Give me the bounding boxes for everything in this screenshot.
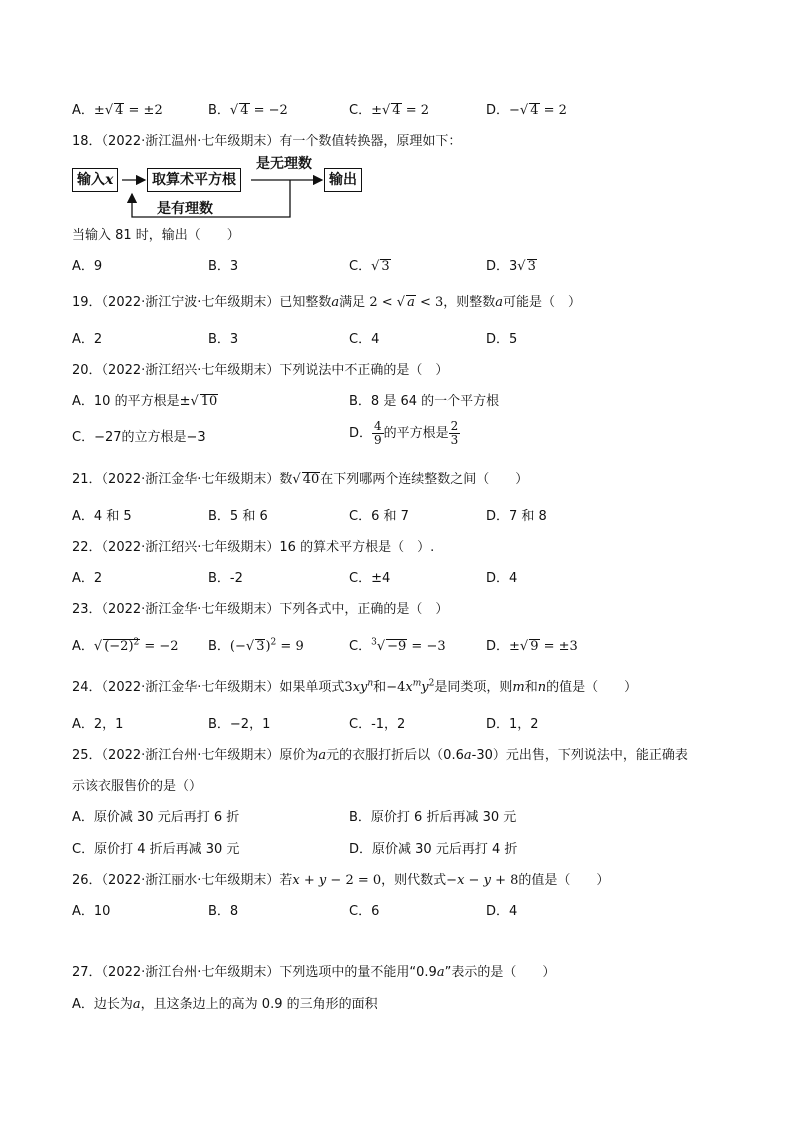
q18-option-d: D．3√ 3 <box>486 259 536 274</box>
q24-option-a: A．2，1 <box>72 717 124 732</box>
q19-option-b: B．3 <box>208 332 239 347</box>
q26-option-c: C．6 <box>349 904 380 919</box>
q26-option-a: A．10 <box>72 904 111 919</box>
q17-option-c: C．±√ 4 = 2 <box>349 103 429 118</box>
q17-option-b: B．√ 4 = −2 <box>208 103 288 118</box>
q20-option-a: A．10 的平方根是±√ 10 <box>72 394 218 409</box>
q26-option-d: D．4 <box>486 904 518 919</box>
q18-option-b: B．3 <box>208 259 239 274</box>
q25-option-d: D．原价减 30 元后再打 4 折 <box>349 842 518 857</box>
q25-option-c: C．原价打 4 折后再减 30 元 <box>72 842 240 857</box>
q18-stem: 18．（2022·浙江温州·七年级期末）有一个数值转换器，原理如下： <box>72 134 462 149</box>
q23-option-b: B．(−√ 3)$^2$ = 9 <box>208 637 304 654</box>
q18-option-a: A．9 <box>72 259 103 274</box>
q21-option-c: C．6 和 7 <box>349 509 409 524</box>
q20-option-c: C．−27的立方根是−3 <box>72 430 206 445</box>
q23-stem: 23．（2022·浙江金华·七年级期末）下列各式中，正确的是（ ） <box>72 602 449 617</box>
q27-option-a: A．边长为a，且这条边上的高为 0.9 的三角形的面积 <box>72 997 378 1012</box>
q22-option-a: A．2 <box>72 571 103 586</box>
q26-stem: 26．（2022·浙江丽水·七年级期末）若x + y − 2 = 0，则代数式−x − y + 8的值是（ ） <box>72 873 610 888</box>
q21-stem: 21．（2022·浙江金华·七年级期末）数√ 40在下列哪两个连续整数之间（ ） <box>72 472 529 487</box>
q26-option-b: B．8 <box>208 904 239 919</box>
q23-option-c: C．$^3$√ −9 = −3 <box>349 637 446 654</box>
q22-option-b: B．-2 <box>208 571 243 586</box>
q18-option-c: C．√ 3 <box>349 259 390 274</box>
flow-output-box: 输出 <box>324 168 362 192</box>
q19-stem: 19．（2022·浙江宁波·七年级期末）已知整数a满足 2 < √ a < 3，则整数a可能是（ ） <box>72 295 582 310</box>
q25-stem-line2: 示该衣服售价的是（） <box>72 779 203 794</box>
q22-stem: 22．（2022·浙江绍兴·七年级期末）16 的算术平方根是（ ）. <box>72 540 435 555</box>
q22-option-c: C．±4 <box>349 571 391 586</box>
q17-option-d: D．−√ 4 = 2 <box>486 103 567 118</box>
q19-option-d: D．5 <box>486 332 518 347</box>
flow-arrows <box>0 0 794 240</box>
flow-rational-label: 是有理数 <box>157 201 213 217</box>
q27-stem: 27．（2022·浙江台州·七年级期末）下列选项中的量不能用“0.9a”表示的是（ ） <box>72 965 556 980</box>
q21-option-d: D．7 和 8 <box>486 509 547 524</box>
q19-option-a: A．2 <box>72 332 103 347</box>
q24-option-d: D．1，2 <box>486 717 539 732</box>
q21-option-b: B．5 和 6 <box>208 509 268 524</box>
flow-process-box: 取算术平方根 <box>147 168 241 192</box>
q22-option-d: D．4 <box>486 571 518 586</box>
q20-stem: 20．（2022·浙江绍兴·七年级期末）下列说法中不正确的是（ ） <box>72 363 449 378</box>
q18-subquestion: 当输入 81 时，输出（ ） <box>72 228 240 243</box>
q25-stem: 25．（2022·浙江台州·七年级期末）原价为a元的衣服打折后以（0.6a-30）元出售，下列说法中，能正确表 <box>72 748 688 763</box>
q21-option-a: A．4 和 5 <box>72 509 132 524</box>
q24-option-c: C．-1，2 <box>349 717 406 732</box>
q20-option-d: D． $\frac{4}{9}$ 的平方根是 $\frac{2}{3}$ <box>349 419 459 447</box>
q25-option-b: B．原价打 6 折后再减 30 元 <box>349 810 517 825</box>
q17-option-a: A．±√ 4 = ±2 <box>72 103 163 118</box>
q24-option-b: B．−2，1 <box>208 717 271 732</box>
q23-option-a: A．√ $(-2)^2 = -2$ <box>72 637 179 654</box>
q20-option-b: B．8 是 64 的一个平方根 <box>349 394 500 409</box>
q25-option-a: A．原价减 30 元后再打 6 折 <box>72 810 240 825</box>
q24-stem: 24．（2022·浙江金华·七年级期末）如果单项式$3xy^n$和$-4x^my^2$是同类项，则m和n的值是（ ） <box>72 678 638 695</box>
flow-input-box: 输入x <box>72 168 118 192</box>
q19-option-c: C．4 <box>349 332 380 347</box>
q23-option-d: D．±√ 9 = ±3 <box>486 639 578 654</box>
flow-irrational-label: 是无理数 <box>256 156 312 172</box>
